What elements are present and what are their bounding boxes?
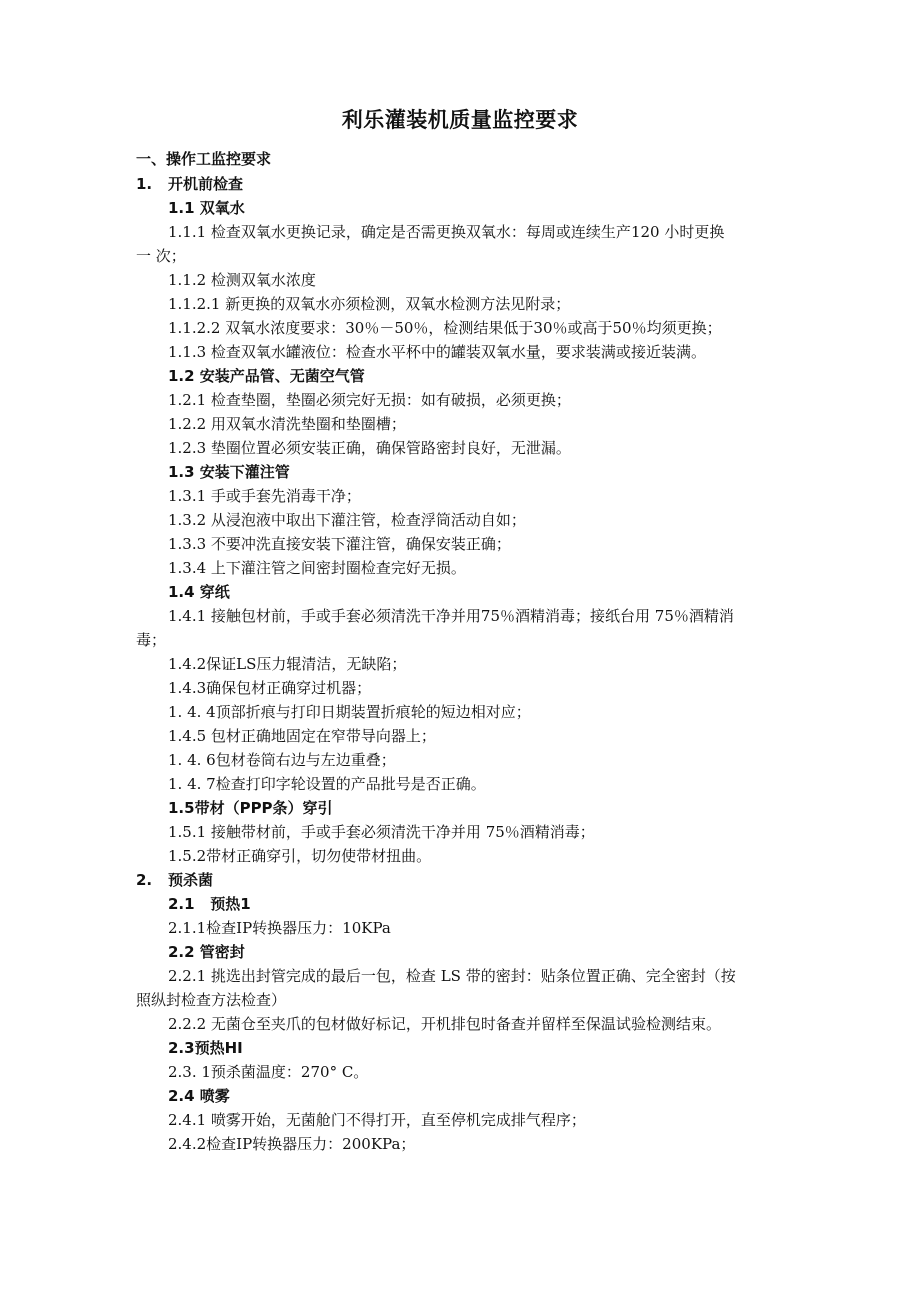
paragraph-1-1-2: 1.1.2 检测双氧水浓度 xyxy=(168,271,316,289)
heading-2-number: 2. xyxy=(136,871,153,889)
paragraph-1-4-1: 1.4.1 接触包材前，手或手套必须清洗干净并用75％酒精消毒；接纸台用 75％酒精消 xyxy=(168,607,734,625)
heading-1-5: 1.5带材（PPP条）穿引 xyxy=(168,799,333,817)
paragraph-1-4-3: 1.4.3确保包材正确穿过机器； xyxy=(168,679,372,697)
paragraph-1-5-1: 1.5.1 接触带材前，手或手套必须清洗干净并用 75％酒精消毒； xyxy=(168,823,595,841)
heading-2-title: 预杀菌 xyxy=(168,871,214,889)
paragraph-2-3-1: 2.3. 1预杀菌温度：270° C。 xyxy=(168,1063,369,1081)
heading-1-title: 开机前检查 xyxy=(168,175,244,193)
document-title: 利乐灌装机质量监控要求 xyxy=(341,108,579,132)
paragraph-1-4-6: 1. 4. 6包材卷筒右边与左边重叠； xyxy=(168,751,396,769)
heading-1-number: 1. xyxy=(136,175,153,193)
paragraph-1-1-2-1: 1.1.2.1 新更换的双氧水亦须检测，双氧水检测方法见附录； xyxy=(168,295,571,313)
paragraph-1-3-3: 1.3.3 不要冲洗直接安装下灌注管，确保安装正确； xyxy=(168,535,511,553)
paragraph-1-4-4: 1. 4. 4顶部折痕与打印日期装置折痕轮的短边相对应； xyxy=(168,703,531,721)
paragraph-1-1-1-cont: 一 次； xyxy=(136,247,186,265)
heading-1-4: 1.4 穿纸 xyxy=(168,583,230,601)
paragraph-1-2-2: 1.2.2 用双氧水清洗垫圈和垫圈槽； xyxy=(168,415,406,433)
heading-2-2: 2.2 管密封 xyxy=(168,943,245,961)
paragraph-2-2-1: 2.2.1 挑选出封管完成的最后一包，检查 LS 带的密封：贴条位置正确、完全密封（按 xyxy=(168,967,736,985)
paragraph-1-1-2-2: 1.1.2.2 双氧水浓度要求：30％－50％，检测结果低于30％或高于50％均须更换； xyxy=(168,319,722,337)
heading-1-2: 1.2 安装产品管、无菌空气管 xyxy=(168,367,365,385)
paragraph-1-2-3: 1.2.3 垫圈位置必须安装正确，确保管路密封良好，无泄漏。 xyxy=(168,439,571,457)
paragraph-2-2-1-cont: 照纵封检查方法检查） xyxy=(136,991,287,1009)
heading-2-4: 2.4 喷雾 xyxy=(168,1087,230,1105)
paragraph-1-1-1: 1.1.1 检查双氧水更换记录，确定是否需更换双氧水：每周或连续生产120 小时更换 xyxy=(168,223,725,241)
heading-2 xyxy=(136,870,213,890)
paragraph-2-1-1: 2.1.1检查IP转换器压力：10KPa xyxy=(168,919,391,937)
heading-1-3: 1.3 安装下灌注管 xyxy=(168,463,290,481)
paragraph-1-4-7: 1. 4. 7检查打印字轮设置的产品批号是否正确。 xyxy=(168,775,486,793)
paragraph-1-4-1-cont: 毒； xyxy=(136,631,167,649)
paragraph-1-5-2: 1.5.2带材正确穿引，切勿使带材扭曲。 xyxy=(168,847,432,865)
paragraph-2-4-2: 2.4.2检查IP转换器压力：200KPa； xyxy=(168,1135,416,1153)
heading-1-1: 1.1 双氧水 xyxy=(168,199,245,217)
section-heading: 一、操作工监控要求 xyxy=(136,150,272,168)
paragraph-1-3-4: 1.3.4 上下灌注管之间密封圈检查完好无损。 xyxy=(168,559,466,577)
heading-2-1: 2.1 预热1 xyxy=(168,895,251,913)
paragraph-1-4-2: 1.4.2保证LS压力辊清洁，无缺陷； xyxy=(168,655,407,673)
paragraph-2-2-2: 2.2.2 无菌仓至夹爪的包材做好标记，开机排包时备查并留样至保温试验检测结束。 xyxy=(168,1015,721,1033)
paragraph-1-3-1: 1.3.1 手或手套先消毒干净； xyxy=(168,487,361,505)
heading-1 xyxy=(136,174,243,194)
paragraph-1-4-5: 1.4.5 包材正确地固定在窄带导向器上； xyxy=(168,727,436,745)
heading-2-3: 2.3预热HI xyxy=(168,1039,243,1057)
paragraph-2-4-1: 2.4.1 喷雾开始，无菌舱门不得打开，直至停机完成排气程序； xyxy=(168,1111,586,1129)
paragraph-1-3-2: 1.3.2 从浸泡液中取出下灌注管，检查浮筒活动自如； xyxy=(168,511,526,529)
paragraph-1-1-3: 1.1.3 检查双氧水罐液位：检查水平杯中的罐装双氧水量，要求装满或接近装满。 xyxy=(168,343,706,361)
paragraph-1-2-1: 1.2.1 检查垫圈，垫圈必须完好无损：如有破损，必须更换； xyxy=(168,391,571,409)
